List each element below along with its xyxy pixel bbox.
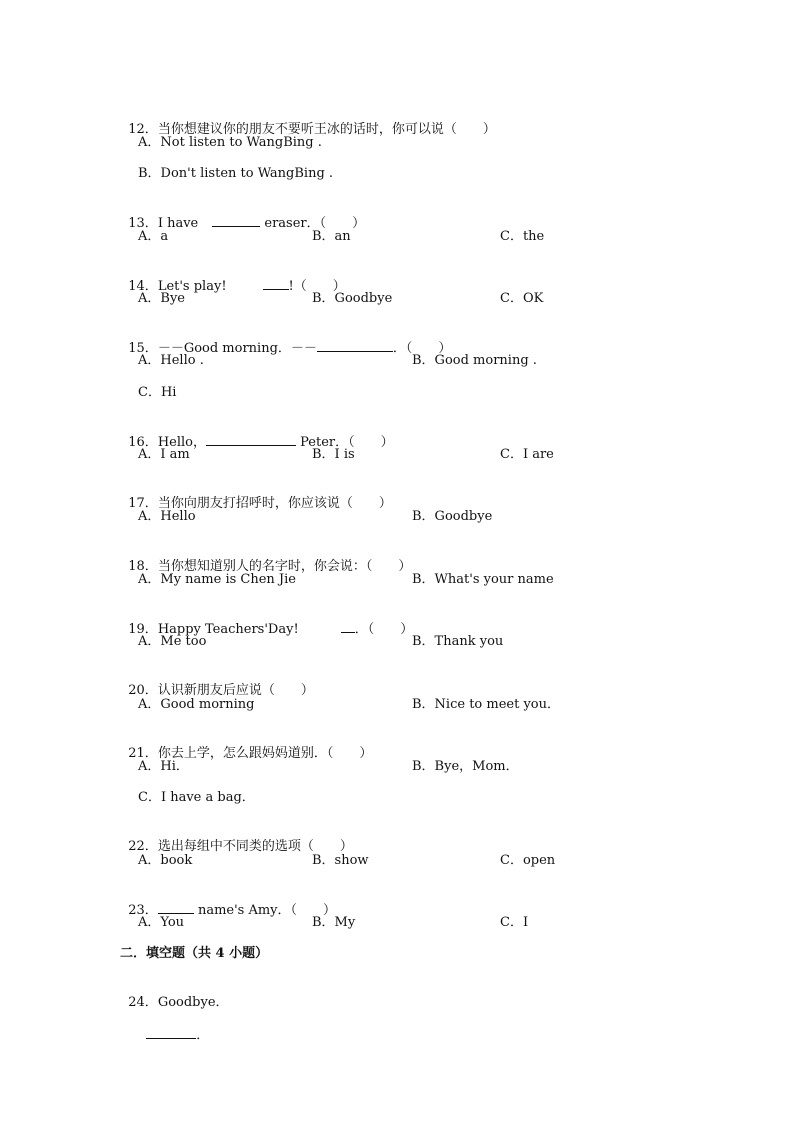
option-17-a[interactable]: A．Hello: [138, 509, 196, 524]
answer-blank[interactable]: [146, 1026, 196, 1039]
option-18-b[interactable]: B．What's your name: [412, 572, 554, 587]
option-13-a[interactable]: A．a: [138, 229, 169, 244]
question-number: 23．: [128, 903, 158, 918]
section-heading: 二．填空题（共 4 小题）: [120, 946, 269, 961]
question-text-post: name's Amy．（ ）: [193, 903, 337, 918]
option-16-a[interactable]: A．I am: [138, 447, 190, 462]
question-number: 15．: [128, 341, 158, 356]
question-24: [120, 976, 229, 1012]
question-number: 17．: [128, 496, 158, 511]
option-14-a[interactable]: A．Bye: [138, 291, 185, 306]
option-21-a[interactable]: A．Hi．: [138, 759, 189, 774]
option-17-b[interactable]: B．Goodbye: [412, 509, 493, 524]
option-14-c[interactable]: C．OK: [500, 291, 544, 306]
question-number: 24．: [128, 995, 158, 1010]
question-text: 当你想建议你的朋友不要听王冰的话时，你可以说（ ）: [157, 122, 496, 137]
question-number: 18．: [128, 559, 158, 574]
question-text: 当你想知道别人的名字时，你会说：（ ）: [157, 559, 412, 574]
question-number: 14．: [128, 279, 158, 294]
question-text-post: ．（ ）: [354, 622, 414, 637]
option-22-b[interactable]: B．show: [312, 853, 369, 868]
question-number: 12．: [128, 122, 158, 137]
option-12-b[interactable]: B．Don't listen to WangBing .: [138, 166, 334, 181]
answer-blank[interactable]: [158, 901, 194, 914]
question-20: [120, 664, 314, 700]
option-22-a[interactable]: A．book: [138, 853, 193, 868]
question-text-pre: －－Good morning．－－: [157, 341, 317, 356]
option-13-c[interactable]: C．the: [500, 229, 545, 244]
option-22-c[interactable]: C．open: [500, 853, 556, 868]
answer-blank[interactable]: [212, 214, 260, 227]
option-15-a[interactable]: A．Hello .: [138, 353, 204, 368]
question-text-post: ．（ ）: [392, 341, 452, 356]
option-14-b[interactable]: B．Goodbye: [312, 291, 393, 306]
question-number: 22．: [128, 839, 158, 854]
answer-blank[interactable]: [341, 620, 355, 633]
question-number: 13．: [128, 216, 158, 231]
question-text-post: Peter．（ ）: [296, 435, 394, 450]
option-23-b[interactable]: B．My: [312, 915, 356, 930]
question-number: 16．: [128, 435, 158, 450]
question-text: Goodbye．: [157, 995, 229, 1010]
option-23-a[interactable]: A．You: [138, 915, 185, 930]
question-text: 当你向朋友打招呼时，你应该说（ ）: [157, 496, 392, 511]
option-21-c[interactable]: C．I have a bag．: [138, 790, 255, 805]
option-20-a[interactable]: A．Good morning: [138, 697, 255, 712]
option-15-b[interactable]: B．Good morning .: [412, 353, 537, 368]
question-text-pre: Happy Teachers'Day!: [157, 622, 299, 637]
question-text-post: eraser．（ ）: [260, 216, 366, 231]
question-number: 19．: [128, 622, 158, 637]
option-21-b[interactable]: B．Bye，Mom．: [412, 759, 519, 774]
answer-line-24: [138, 1008, 209, 1045]
option-16-b[interactable]: B．I is: [312, 447, 355, 462]
option-18-a[interactable]: A．My name is Chen Jie: [138, 572, 296, 587]
question-number: 21．: [128, 746, 158, 761]
answer-blank[interactable]: [263, 277, 289, 290]
question-text-pre: Let's play!: [157, 279, 227, 294]
question-text-pre: I have: [157, 216, 199, 231]
option-19-b[interactable]: B．Thank you: [412, 634, 504, 649]
question-text-pre: Hello，: [157, 435, 206, 450]
question-text: 认识新朋友后应说（ ）: [157, 683, 314, 698]
question-text: 你去上学，怎么跟妈妈道别．（ ）: [157, 746, 373, 761]
question-22: [120, 820, 353, 856]
option-19-a[interactable]: A．Me too: [138, 634, 207, 649]
question-text: 选出每组中不同类的选项（ ）: [157, 839, 353, 854]
option-16-c[interactable]: C．I are: [500, 447, 554, 462]
answer-blank[interactable]: [317, 339, 393, 352]
question-number: 20．: [128, 683, 158, 698]
option-12-a[interactable]: A．Not listen to WangBing .: [138, 135, 322, 150]
option-15-c[interactable]: C．Hi: [138, 385, 177, 400]
answer-blank[interactable]: [206, 433, 296, 446]
question-text-post: !（ ）: [288, 279, 346, 294]
answer-suffix: ．: [196, 1028, 210, 1043]
option-13-b[interactable]: B．an: [312, 229, 351, 244]
option-20-b[interactable]: B．Nice to meet you．: [412, 697, 560, 712]
option-23-c[interactable]: C．I: [500, 915, 529, 930]
